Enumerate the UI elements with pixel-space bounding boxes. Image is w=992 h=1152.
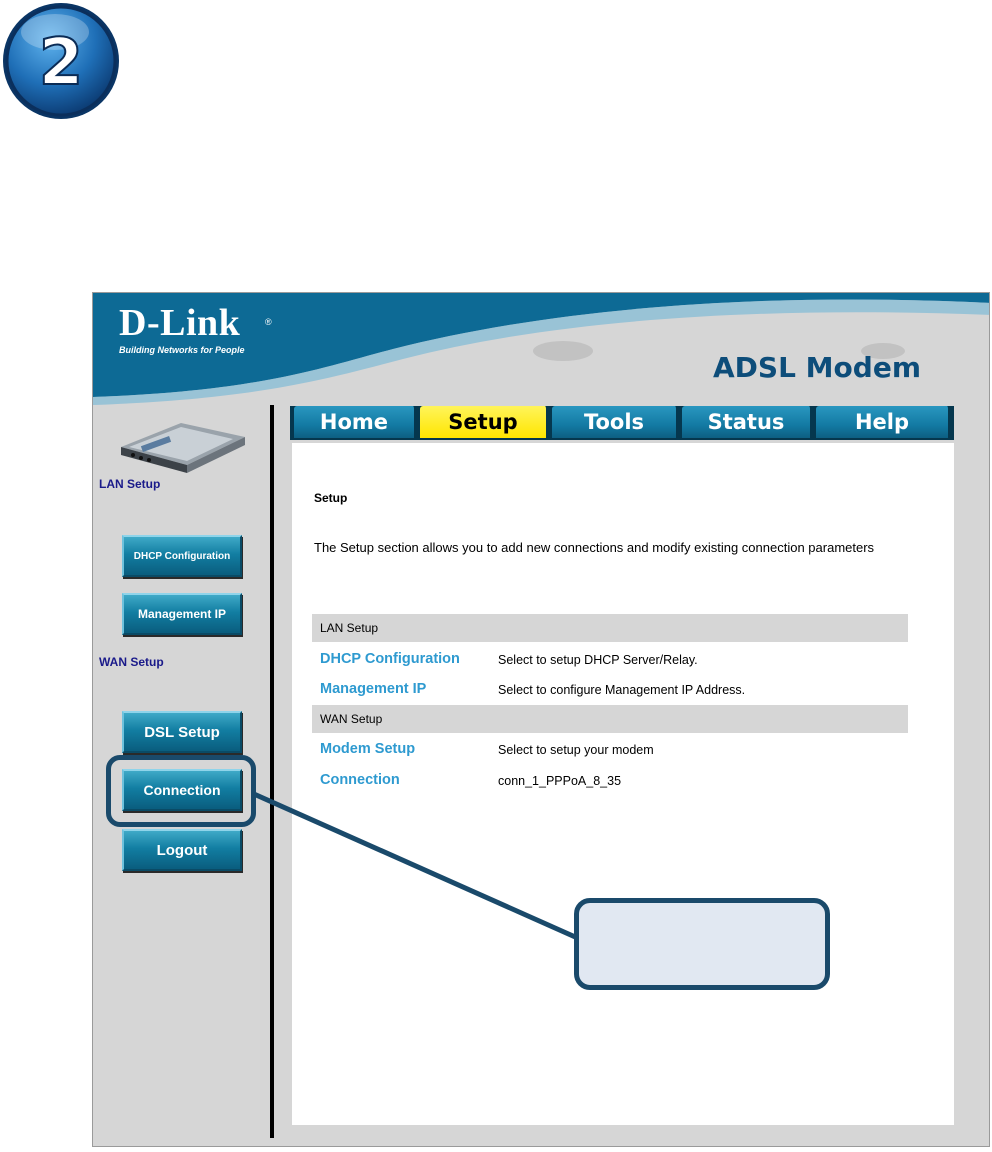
management-ip-button[interactable]: Management IP <box>122 593 242 635</box>
brand-registered-mark: ® <box>265 317 272 327</box>
modem-device-icon <box>111 411 251 475</box>
tab-status[interactable]: Status <box>682 406 812 438</box>
link-modem-setup[interactable]: Modem Setup <box>320 741 416 757</box>
connection-button[interactable]: Connection <box>122 769 242 811</box>
desc-modem-setup: Select to setup your modem <box>498 743 654 757</box>
product-title: ADSL Modem <box>713 351 921 384</box>
link-management-ip[interactable]: Management IP <box>320 681 427 697</box>
brand-tagline: Building Networks for People <box>119 345 245 355</box>
tab-help[interactable]: Help <box>816 406 950 438</box>
header-banner <box>93 293 990 413</box>
page-description: The Setup section allows you to add new connections and modify existing connection parameters <box>314 540 875 555</box>
link-dhcp-configuration[interactable]: DHCP Configuration <box>320 651 460 667</box>
link-connection[interactable]: Connection <box>320 772 400 788</box>
dhcp-configuration-button[interactable]: DHCP Configuration <box>122 535 242 577</box>
section-header-wan: WAN Setup <box>312 705 908 733</box>
desc-management-ip: Select to configure Management IP Address. <box>498 683 746 697</box>
setup-content-panel <box>292 443 954 1125</box>
callout-box <box>574 898 830 990</box>
page-title: Setup <box>314 491 348 505</box>
sidebar-heading-lan: LAN Setup <box>99 477 161 491</box>
tab-home[interactable]: Home <box>294 406 416 438</box>
step-number: 2 <box>38 26 84 100</box>
sidebar-heading-wan: WAN Setup <box>99 655 164 669</box>
brand-logo-text: D-Link <box>119 302 241 344</box>
tab-tools[interactable]: Tools <box>552 406 678 438</box>
router-web-ui <box>92 292 990 1147</box>
logout-button[interactable]: Logout <box>122 829 242 871</box>
tab-setup[interactable]: Setup <box>420 406 548 438</box>
main-tab-bar <box>290 406 954 440</box>
dsl-setup-button[interactable]: DSL Setup <box>122 711 242 753</box>
sidebar-divider <box>270 405 274 1138</box>
step-number-badge <box>0 0 122 122</box>
section-header-lan: LAN Setup <box>312 614 908 642</box>
desc-dhcp-configuration: Select to setup DHCP Server/Relay. <box>498 653 698 667</box>
desc-connection: conn_1_PPPoA_8_35 <box>498 774 622 788</box>
connection-highlight-ring <box>106 755 256 827</box>
